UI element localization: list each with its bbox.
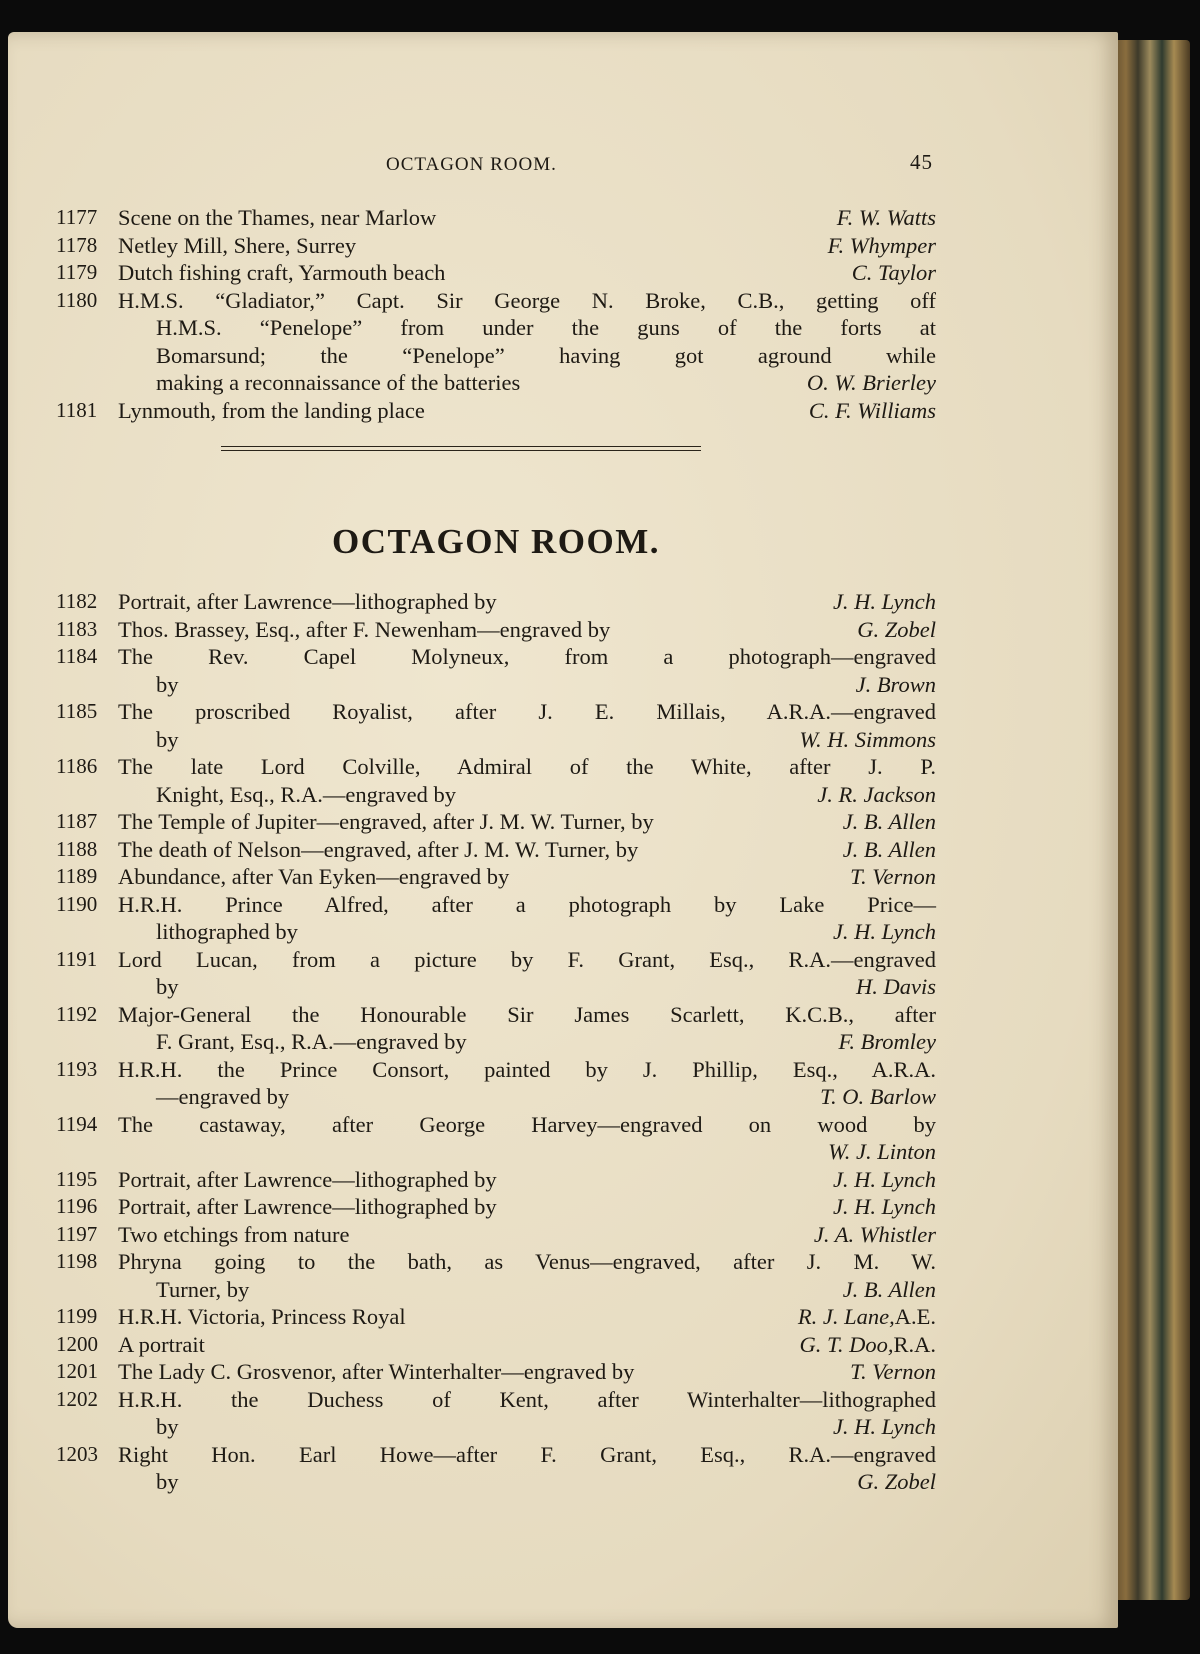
catalogue-entry [56, 1441, 936, 1496]
entry-title: Abundance, after Van Eyken—engraved by [118, 864, 510, 889]
entry-number: 1185 [56, 699, 98, 723]
entry-body [118, 1441, 936, 1496]
entry-body [118, 1358, 936, 1386]
entry-line [118, 204, 936, 232]
entry-body [118, 836, 936, 864]
entry-number: 1180 [56, 287, 98, 312]
entry-body [118, 643, 936, 698]
catalogue-entries-octagon-room [56, 588, 936, 1496]
entry-number: 1189 [56, 864, 98, 888]
entry-line [118, 232, 936, 260]
entry-line [118, 1083, 936, 1111]
entry-body [118, 204, 936, 232]
entry-number: 1200 [56, 1331, 98, 1356]
entry-body [118, 698, 936, 753]
catalogue-entry [56, 204, 936, 232]
entry-number: 1190 [56, 891, 98, 916]
catalogue-entry [56, 1193, 936, 1221]
entry-artist: G. Zobel [857, 1469, 936, 1494]
entry-body [118, 588, 936, 616]
entry-title: by [156, 1414, 179, 1439]
catalogue-entry [56, 259, 936, 287]
running-title: OCTAGON ROOM. [386, 154, 557, 175]
entry-artist: F. Whymper [827, 232, 936, 258]
entry-body [118, 946, 936, 1001]
catalogue-entry [56, 232, 936, 260]
entry-title: by [156, 1469, 179, 1494]
entry-title: lithographed by [156, 919, 298, 944]
entry-number: 1197 [56, 1221, 98, 1246]
catalogue-entry [56, 698, 936, 753]
entry-number: 1183 [56, 616, 98, 641]
entry-title: The Rev. Capel Molyneux, from a photograph—engraved [118, 644, 936, 669]
entry-title: making a reconnaissance of the batteries [156, 370, 521, 395]
entry-artist: J. H. Lynch [832, 919, 936, 944]
entry-line [118, 1303, 936, 1331]
entry-number: 1195 [56, 1166, 98, 1191]
catalogue-entry [56, 397, 936, 425]
entry-line [118, 946, 936, 974]
entry-line [118, 836, 936, 864]
catalogue-entry [56, 1111, 936, 1166]
entry-artist: F. W. Watts [836, 205, 936, 230]
entry-title: The late Lord Colville, Admiral of the White, after J. P. [118, 754, 936, 779]
book-page-edges [1110, 40, 1190, 1600]
entry-body [118, 1056, 936, 1111]
entry-line [118, 1468, 936, 1496]
entry-artist: J. B. Allen [842, 1276, 936, 1302]
entry-title: by [156, 671, 179, 697]
catalogue-entry [56, 287, 936, 397]
entry-line [118, 1111, 936, 1139]
page-number: 45 [910, 150, 933, 174]
entry-number: 1181 [56, 397, 98, 422]
entry-title: Bomarsund; the “Penelope” having got aground while [156, 342, 936, 368]
entry-line [118, 891, 936, 919]
entry-title: The castaway, after George Harvey—engraved on wood by [118, 1111, 936, 1137]
entry-title: The Lady C. Grosvenor, after Winterhalter—engraved by [118, 1359, 635, 1384]
catalogue-entry [56, 1386, 936, 1441]
catalogue-entry [56, 588, 936, 616]
entry-line [118, 1276, 936, 1304]
entry-body [118, 397, 936, 425]
entry-title: H.R.H. the Duchess of Kent, after Winterhalter—lithographed [118, 1386, 936, 1412]
entry-number: 1193 [56, 1056, 98, 1081]
entry-title: Portrait, after Lawrence—lithographed by [118, 1194, 497, 1219]
entry-artist: J. A. Whistler [813, 1221, 936, 1247]
catalogue-entry [56, 1303, 936, 1331]
entry-artist-title: R.A. [893, 1331, 936, 1357]
entry-number: 1202 [56, 1386, 98, 1411]
section-heading: OCTAGON ROOM. [331, 522, 660, 561]
entry-title: H.R.H. Victoria, Princess Royal [118, 1304, 406, 1329]
entry-title: The proscribed Royalist, after J. E. Millais, A.R.A.—engraved [118, 699, 936, 724]
entry-artist: W. H. Simmons [799, 726, 936, 752]
entry-line [118, 314, 936, 342]
entry-line [118, 1028, 936, 1056]
entry-line [118, 863, 936, 891]
catalogue-entry [56, 1331, 936, 1359]
entry-line [118, 259, 936, 287]
entry-title: Netley Mill, Shere, Surrey [118, 232, 357, 258]
catalogue-entry [56, 1221, 936, 1249]
entry-title: Major-General the Honourable Sir James Scarlett, K.C.B., after [118, 1001, 936, 1027]
entry-artist: C. Taylor [851, 260, 936, 285]
entry-artist: T. Vernon [850, 864, 936, 889]
catalogue-entry [56, 1001, 936, 1056]
entry-number: 1192 [56, 1001, 98, 1026]
catalogue-entry [56, 946, 936, 1001]
entry-line [118, 1138, 936, 1166]
entry-title: Phryna going to the bath, as Venus—engraved, after J. M. W. [118, 1249, 936, 1274]
entry-line [118, 1248, 936, 1276]
catalogue-entry [56, 1166, 936, 1194]
entry-line [118, 342, 936, 370]
entry-artist: H. Davis [856, 974, 936, 999]
entry-artist: F. Bromley [838, 1029, 936, 1054]
entry-line [118, 1386, 936, 1414]
entry-body [118, 1166, 936, 1194]
entry-number: 1196 [56, 1194, 98, 1218]
entry-number: 1187 [56, 809, 98, 833]
entry-number: 1199 [56, 1304, 98, 1328]
entry-number: 1186 [56, 754, 98, 778]
entry-number: 1191 [56, 946, 98, 971]
entry-title: Thos. Brassey, Esq., after F. Newenham—engraved by [118, 616, 611, 642]
catalogue-entry [56, 1358, 936, 1386]
entry-body [118, 1001, 936, 1056]
entry-line [118, 1221, 936, 1249]
entry-artist: J. H. Lynch [832, 1194, 936, 1219]
double-rule-divider [221, 446, 701, 454]
book-page [8, 32, 1118, 1628]
entry-line [118, 781, 936, 809]
entry-body [118, 808, 936, 836]
entry-number: 1179 [56, 260, 98, 284]
entry-title: by [156, 726, 179, 752]
catalogue-entry [56, 891, 936, 946]
entry-artist: J. Brown [855, 671, 936, 697]
entry-number: 1178 [56, 232, 98, 257]
entry-artist: J. B. Allen [842, 836, 936, 862]
entry-number: 1203 [56, 1441, 98, 1466]
entry-body [118, 863, 936, 891]
entry-title: A portrait [118, 1331, 205, 1357]
entry-title: Portrait, after Lawrence—lithographed by [118, 589, 497, 614]
entry-artist: G. T. Doo, [799, 1331, 894, 1357]
catalogue-entry [56, 808, 936, 836]
entry-artist: J. H. Lynch [832, 1166, 936, 1192]
entry-title: H.R.H. the Prince Consort, painted by J. Phillip, Esq., A.R.A. [118, 1056, 936, 1082]
entry-line [118, 973, 936, 1001]
entry-line [118, 397, 936, 425]
entry-line [118, 1358, 936, 1386]
entry-artist: T. Vernon [850, 1359, 936, 1384]
entry-body [118, 753, 936, 808]
catalogue-entry [56, 1248, 936, 1303]
entry-line [118, 698, 936, 726]
entry-line [118, 1193, 936, 1221]
entry-body [118, 1193, 936, 1221]
entry-artist: C. F. Williams [808, 397, 936, 423]
entry-artist: J. B. Allen [842, 809, 936, 834]
running-head [56, 122, 936, 175]
entry-number: 1188 [56, 836, 98, 861]
entry-line [118, 1441, 936, 1469]
entry-body [118, 287, 936, 397]
catalogue-entry [56, 863, 936, 891]
catalogue-entry [56, 1056, 936, 1111]
entry-line [118, 643, 936, 671]
catalogue-entry [56, 753, 936, 808]
entry-artist: R. J. Lane, [797, 1304, 895, 1329]
entry-line [118, 671, 936, 699]
entry-number: 1194 [56, 1111, 98, 1136]
entry-artist: W. J. Linton [828, 1139, 936, 1164]
entry-title: F. Grant, Esq., R.A.—engraved by [156, 1029, 467, 1054]
entry-body [118, 1111, 936, 1166]
entry-title: Knight, Esq., R.A.—engraved by [156, 781, 456, 807]
entry-line [118, 1056, 936, 1084]
entry-line [118, 1001, 936, 1029]
entry-title: —engraved by [156, 1084, 290, 1109]
catalogue-entry [56, 616, 936, 644]
entry-line [118, 753, 936, 781]
entry-title: Two etchings from nature [118, 1221, 350, 1247]
entry-body [118, 232, 936, 260]
entry-number: 1201 [56, 1359, 98, 1383]
entry-line [118, 588, 936, 616]
entry-title: H.R.H. Prince Alfred, after a photograph by Lake Price— [118, 891, 936, 917]
entry-title: H.M.S. “Gladiator,” Capt. Sir George N. Broke, C.B., getting off [118, 287, 936, 313]
entry-line [118, 1413, 936, 1441]
entry-artist: J. R. Jackson [817, 781, 936, 807]
entry-line [118, 1331, 936, 1359]
catalogue-entry [56, 643, 936, 698]
entry-number: 1184 [56, 644, 98, 668]
entry-title: Portrait, after Lawrence—lithographed by [118, 1166, 497, 1192]
entry-title: The Temple of Jupiter—engraved, after J. M. W. Turner, by [118, 809, 654, 834]
entry-artist: J. H. Lynch [832, 1414, 936, 1439]
entry-title: Turner, by [156, 1276, 250, 1302]
entry-number: 1177 [56, 205, 98, 229]
entry-title: H.M.S. “Penelope” from under the guns of the forts at [156, 315, 936, 340]
entry-artist: J. H. Lynch [832, 589, 936, 614]
entry-body [118, 1248, 936, 1303]
entry-line [118, 808, 936, 836]
entry-artist: G. Zobel [857, 616, 936, 642]
entry-title: Lynmouth, from the landing place [118, 397, 425, 423]
entry-number: 1198 [56, 1249, 98, 1273]
entry-line [118, 726, 936, 754]
entry-line [118, 287, 936, 315]
entry-line [118, 369, 936, 397]
entry-title: by [156, 974, 179, 999]
catalogue-entry [56, 836, 936, 864]
entry-title: Scene on the Thames, near Marlow [118, 205, 437, 230]
entry-body [118, 891, 936, 946]
entry-title: The death of Nelson—engraved, after J. M. W. Turner, by [118, 836, 639, 862]
entry-line [118, 616, 936, 644]
entry-body [118, 616, 936, 644]
entry-body [118, 1303, 936, 1331]
entry-artist: O. W. Brierley [806, 370, 936, 395]
entry-title: Dutch fishing craft, Yarmouth beach [118, 260, 446, 285]
entry-title: Right Hon. Earl Howe—after F. Grant, Esq., R.A.—engraved [118, 1441, 936, 1467]
entry-artist-title: A.E. [894, 1304, 936, 1329]
entry-line [118, 1166, 936, 1194]
entry-body [118, 259, 936, 287]
entry-line [118, 918, 936, 946]
entry-body [118, 1221, 936, 1249]
entry-body [118, 1386, 936, 1441]
entry-artist: T. O. Barlow [820, 1084, 936, 1109]
entry-body [118, 1331, 936, 1359]
entry-title: Lord Lucan, from a picture by F. Grant, Esq., R.A.—engraved [118, 946, 936, 972]
catalogue-entries-continued [56, 204, 936, 424]
entry-number: 1182 [56, 589, 98, 613]
